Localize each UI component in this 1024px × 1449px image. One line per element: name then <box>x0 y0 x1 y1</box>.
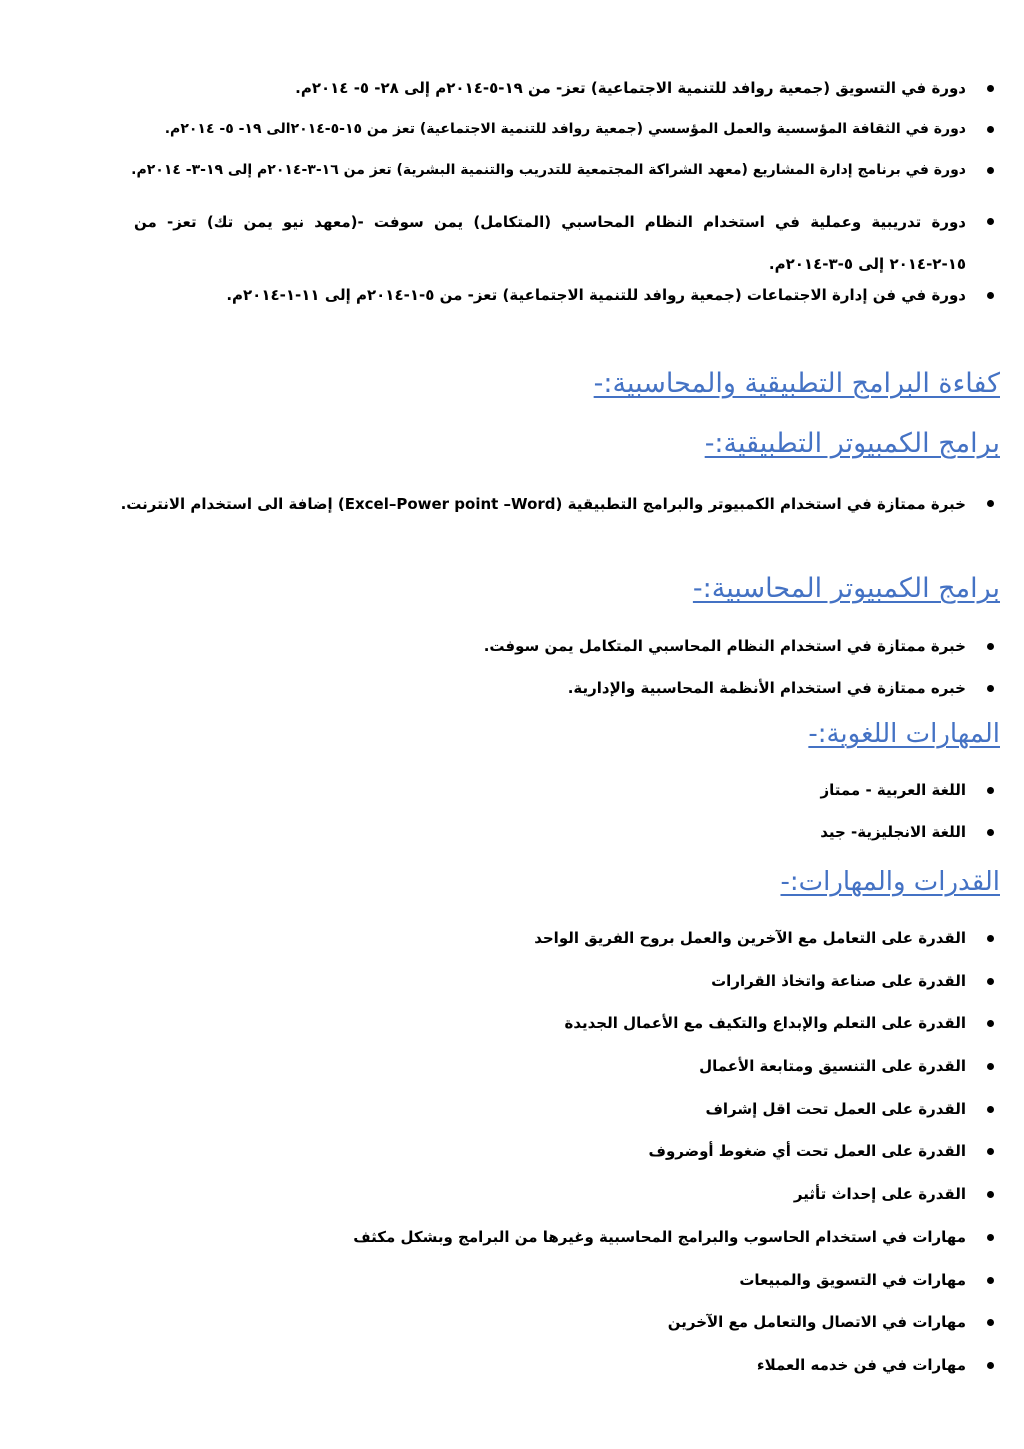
bullet-icon <box>987 1277 994 1284</box>
accounting-item <box>0 636 1024 678</box>
course-text: دورة تدريبية وعملية في استخدام النظام المحاسبي (المتكامل) يمن سوفت -(معهد نيو يمن تك) تعز- من ١٥-٢-٢٠١٤ إلى ٥-٣-٢٠١٤م. <box>134 213 966 273</box>
ability-item <box>0 1312 1024 1355</box>
courses-list <box>0 78 1024 326</box>
language-item <box>0 780 1024 822</box>
ability-text: القدرة على التنسيق ومتابعة الأعمال <box>699 1057 966 1076</box>
language-item <box>0 822 1024 864</box>
ability-text: القدرة على صناعة واتخاذ القرارات <box>711 971 966 990</box>
bullet-icon <box>987 218 994 225</box>
course-text: دورة في التسويق (جمعية روافد للتنمية الاجتماعية) تعز- من ١٩-٥-٢٠١٤م إلى ٢٨- ٥- ٢٠١٤م. <box>295 79 966 97</box>
accounting-item <box>0 678 1024 720</box>
applied-section <box>0 483 1024 525</box>
bullet-icon <box>987 787 994 794</box>
ability-item <box>0 1270 1024 1313</box>
ability-item <box>0 1355 1024 1398</box>
ability-item <box>0 1056 1024 1099</box>
language-text: اللغة العربية - ممتاز <box>820 781 966 799</box>
bullet-icon <box>987 935 994 942</box>
bullet-icon <box>987 1106 994 1113</box>
ability-text: القدرة على العمل تحت أي ضغوط أوضروف <box>648 1142 966 1161</box>
accounting-text: خبره ممتازة في استخدام الأنظمة المحاسبية والإدارية. <box>567 679 966 697</box>
ability-item <box>0 1013 1024 1056</box>
ability-item <box>0 1184 1024 1227</box>
heading-abilities-skills: القدرات والمهارات:- <box>780 867 1000 897</box>
language-section <box>0 780 1024 864</box>
heading-software-competence: كفاءة البرامج التطبيقية والمحاسبية:- <box>593 368 1000 399</box>
bullet-icon <box>987 85 994 92</box>
bullet-icon <box>987 167 994 174</box>
bullet-icon <box>987 126 994 133</box>
course-item <box>0 119 1024 160</box>
ability-text: مهارات في استخدام الحاسوب والبرامج المحاسبية وغيرها من البرامج وبشكل مكثف <box>353 1227 966 1246</box>
course-text: دورة في الثقافة المؤسسية والعمل المؤسسي (جمعية روافد للتنمية الاجتماعية) تعز من ١٥-٥-٢٠١٤الى ١٩- ٥- ٢٠١٤م. <box>164 121 966 137</box>
abilities-section <box>0 928 1024 1398</box>
ability-text: القدرة على التعامل مع الآخرين والعمل بروح الفريق الواحد <box>534 929 966 947</box>
ability-item <box>0 1099 1024 1142</box>
applied-item <box>0 483 1024 525</box>
course-item <box>0 285 1024 326</box>
bullet-icon <box>987 643 994 650</box>
course-item <box>0 201 1024 285</box>
heading-applied-programs: برامج الكمبيوتر التطبيقية:- <box>704 428 1000 459</box>
bullet-icon <box>987 978 994 985</box>
ability-text: مهارات في فن خدمه العملاء <box>756 1355 966 1374</box>
bullet-icon <box>987 500 994 507</box>
ability-item <box>0 1141 1024 1184</box>
bullet-icon <box>987 1234 994 1241</box>
bullet-icon <box>987 1020 994 1027</box>
bullet-icon <box>987 829 994 836</box>
accounting-section <box>0 636 1024 720</box>
abilities-list <box>0 928 1024 1398</box>
ability-item <box>0 1227 1024 1270</box>
courses-section <box>0 78 1024 326</box>
accounting-text: خبرة ممتازة في استخدام النظام المحاسبي المتكامل يمن سوفت. <box>483 637 966 655</box>
bullet-icon <box>987 1362 994 1369</box>
bullet-icon <box>987 1148 994 1155</box>
ability-item <box>0 928 1024 971</box>
language-text: اللغة الانجليزية- جيد <box>820 823 966 841</box>
bullet-icon <box>987 1191 994 1198</box>
course-item <box>0 160 1024 201</box>
ability-text: مهارات في التسويق والمبيعات <box>739 1270 966 1289</box>
applied-list <box>0 483 1024 525</box>
heading-language-skills: المهارات اللغوية:- <box>808 719 1000 749</box>
course-text: دورة في فن إدارة الاجتماعات (جمعية روافد للتنمية الاجتماعية) تعز- من ٥-١-٢٠١٤م إلى ١١-١-٢٠١٤م. <box>226 286 966 304</box>
applied-text: خبرة ممتازة في استخدام الكمبيوتر والبرامج التطبيقية (Excel–Power point –Word) إضافة الى استخدام الانترنت. <box>120 495 966 513</box>
ability-text: القدرة على التعلم والإبداع والتكيف مع الأعمال الجديدة <box>564 1014 966 1033</box>
ability-text: مهارات في الاتصال والتعامل مع الآخرين <box>667 1313 966 1332</box>
ability-text: القدرة على إحداث تأثير <box>793 1185 966 1204</box>
bullet-icon <box>987 1063 994 1070</box>
bullet-icon <box>987 1319 994 1326</box>
ability-text: القدرة على العمل تحت اقل إشراف <box>705 1099 966 1118</box>
course-item <box>0 78 1024 119</box>
course-text: دورة في برنامج إدارة المشاريع (معهد الشراكة المجتمعية للتدريب والتنمية البشرية) تعز من ١٦-٣-٢٠١٤م إلى ١٩-٣- ٢٠١٤م. <box>131 162 966 178</box>
bullet-icon <box>987 292 994 299</box>
accounting-list <box>0 636 1024 720</box>
bullet-icon <box>987 685 994 692</box>
ability-item <box>0 971 1024 1014</box>
heading-accounting-programs: برامج الكمبيوتر المحاسبية:- <box>692 573 1000 604</box>
language-list <box>0 780 1024 864</box>
